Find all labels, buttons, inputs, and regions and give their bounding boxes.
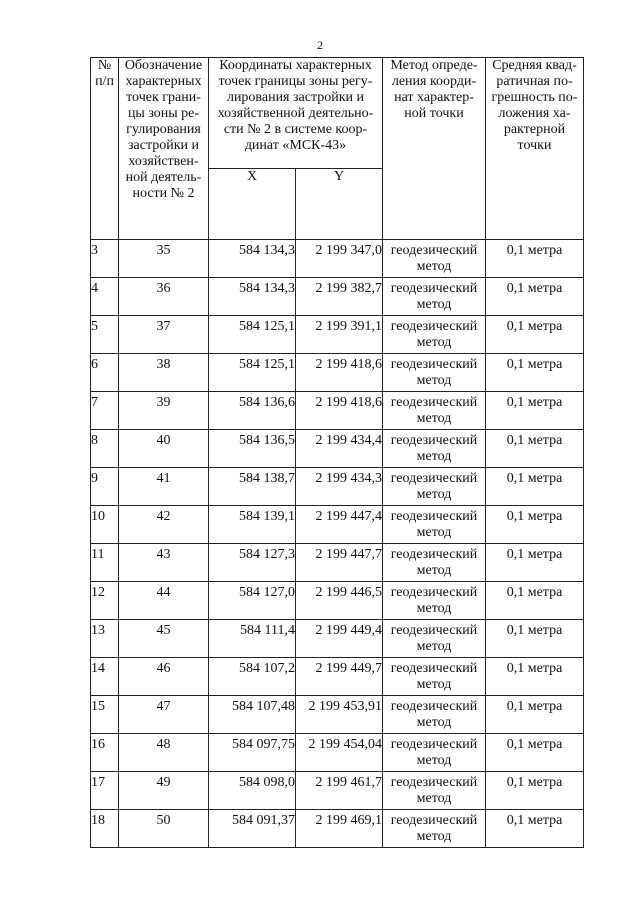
row-num-cell bbox=[91, 620, 119, 658]
x-coordinate-cell-text: 584 136,5 bbox=[239, 433, 295, 448]
table-row bbox=[91, 734, 584, 772]
method-cell-text: геодезический метод bbox=[390, 509, 478, 540]
method-cell-text: геодезический метод bbox=[390, 547, 478, 578]
row-num-cell-text: 3 bbox=[91, 243, 98, 258]
error-cell bbox=[486, 354, 584, 392]
table-row bbox=[91, 544, 584, 582]
point-id-cell bbox=[119, 658, 209, 696]
point-id-cell-text: 42 bbox=[156, 509, 171, 524]
y-coordinate-cell-text: 2 199 454,04 bbox=[308, 737, 382, 752]
method-cell bbox=[383, 772, 486, 810]
method-cell-text: геодезический метод bbox=[390, 395, 478, 426]
method-cell bbox=[383, 316, 486, 354]
y-coordinate-cell bbox=[296, 696, 383, 734]
error-cell bbox=[486, 810, 584, 848]
x-coordinate-cell bbox=[209, 544, 296, 582]
table-row bbox=[91, 354, 584, 392]
point-id-cell-text: 38 bbox=[156, 357, 171, 372]
method-cell-text: геодезический метод bbox=[390, 357, 478, 388]
page-number: 2 bbox=[317, 38, 323, 52]
error-cell bbox=[486, 734, 584, 772]
y-coordinate-cell-text: 2 199 461,7 bbox=[315, 775, 382, 790]
row-num-cell bbox=[91, 430, 119, 468]
row-num-cell bbox=[91, 240, 119, 278]
point-id-cell bbox=[119, 468, 209, 506]
row-num-cell bbox=[91, 696, 119, 734]
header-x: X bbox=[209, 169, 296, 240]
point-id-cell-text: 40 bbox=[156, 433, 171, 448]
row-num-cell bbox=[91, 316, 119, 354]
y-coordinate-cell-text: 2 199 469,1 bbox=[315, 813, 382, 828]
row-num-cell-text: 13 bbox=[91, 623, 105, 638]
x-coordinate-cell-text: 584 097,75 bbox=[232, 737, 295, 752]
point-id-cell-text: 48 bbox=[156, 737, 171, 752]
y-coordinate-cell bbox=[296, 506, 383, 544]
y-coordinate-cell bbox=[296, 278, 383, 316]
point-id-cell bbox=[119, 240, 209, 278]
y-coordinate-cell-text: 2 199 447,7 bbox=[315, 547, 382, 562]
table-row bbox=[91, 468, 584, 506]
y-coordinate-cell-text: 2 199 434,4 bbox=[315, 433, 382, 448]
method-cell bbox=[383, 278, 486, 316]
x-coordinate-cell-text: 584 125,1 bbox=[239, 319, 295, 334]
y-coordinate-cell bbox=[296, 316, 383, 354]
row-num-cell-text: 6 bbox=[91, 357, 98, 372]
point-id-cell bbox=[119, 392, 209, 430]
x-coordinate-cell bbox=[209, 506, 296, 544]
row-num-cell-text: 9 bbox=[91, 471, 98, 486]
error-cell-text: 0,1 метра bbox=[506, 509, 563, 524]
row-num-cell-text: 16 bbox=[91, 737, 105, 752]
point-id-cell-text: 47 bbox=[156, 699, 171, 714]
table-row bbox=[91, 430, 584, 468]
table-row bbox=[91, 240, 584, 278]
row-num-cell bbox=[91, 658, 119, 696]
error-cell bbox=[486, 392, 584, 430]
row-num-cell bbox=[91, 278, 119, 316]
row-num-cell bbox=[91, 506, 119, 544]
y-coordinate-cell bbox=[296, 430, 383, 468]
method-cell bbox=[383, 696, 486, 734]
y-coordinate-cell bbox=[296, 810, 383, 848]
x-coordinate-cell-text: 584 125,1 bbox=[239, 357, 295, 372]
point-id-cell-text: 46 bbox=[156, 661, 171, 676]
error-cell bbox=[486, 658, 584, 696]
table-row bbox=[91, 582, 584, 620]
table-header-row bbox=[91, 58, 584, 169]
row-num-cell-text: 8 bbox=[91, 433, 98, 448]
row-num-cell bbox=[91, 810, 119, 848]
y-coordinate-cell-text: 2 199 453,91 bbox=[308, 699, 382, 714]
y-coordinate-cell-text: 2 199 434,3 bbox=[315, 471, 382, 486]
y-coordinate-cell-text: 2 199 418,6 bbox=[315, 357, 382, 372]
x-coordinate-cell bbox=[209, 468, 296, 506]
row-num-cell bbox=[91, 354, 119, 392]
y-coordinate-cell bbox=[296, 658, 383, 696]
x-coordinate-cell bbox=[209, 582, 296, 620]
x-coordinate-cell-text: 584 127,0 bbox=[239, 585, 295, 600]
header-num: № п/п bbox=[91, 58, 119, 240]
error-cell-text: 0,1 метра bbox=[506, 737, 563, 752]
error-cell bbox=[486, 506, 584, 544]
x-coordinate-cell-text: 584 111,4 bbox=[240, 623, 295, 638]
point-id-cell bbox=[119, 354, 209, 392]
point-id-cell bbox=[119, 620, 209, 658]
y-coordinate-cell-text: 2 199 382,7 bbox=[315, 281, 382, 296]
row-num-cell-text: 10 bbox=[91, 509, 105, 524]
point-id-cell bbox=[119, 506, 209, 544]
row-num-cell bbox=[91, 392, 119, 430]
point-id-cell-text: 43 bbox=[156, 547, 171, 562]
method-cell bbox=[383, 468, 486, 506]
x-coordinate-cell-text: 584 107,2 bbox=[239, 661, 295, 676]
error-cell-text: 0,1 метра bbox=[506, 775, 563, 790]
row-num-cell bbox=[91, 544, 119, 582]
y-coordinate-cell bbox=[296, 734, 383, 772]
row-num-cell-text: 17 bbox=[91, 775, 105, 790]
method-cell bbox=[383, 620, 486, 658]
point-id-cell bbox=[119, 278, 209, 316]
x-coordinate-cell bbox=[209, 734, 296, 772]
row-num-cell-text: 7 bbox=[91, 395, 98, 410]
row-num-cell-text: 15 bbox=[91, 699, 105, 714]
table-row bbox=[91, 696, 584, 734]
method-cell bbox=[383, 734, 486, 772]
row-num-cell-text: 14 bbox=[91, 661, 105, 676]
error-cell-text: 0,1 метра bbox=[506, 243, 563, 258]
method-cell-text: геодезический метод bbox=[390, 737, 478, 768]
coordinates-table bbox=[90, 57, 584, 848]
method-cell bbox=[383, 392, 486, 430]
error-cell-text: 0,1 метра bbox=[506, 471, 563, 486]
y-coordinate-cell-text: 2 199 449,7 bbox=[315, 661, 382, 676]
x-coordinate-cell bbox=[209, 278, 296, 316]
method-cell-text: геодезический метод bbox=[390, 775, 478, 806]
x-coordinate-cell-text: 584 136,6 bbox=[239, 395, 295, 410]
row-num-cell-text: 11 bbox=[91, 547, 105, 562]
method-cell bbox=[383, 354, 486, 392]
y-coordinate-cell bbox=[296, 354, 383, 392]
point-id-cell bbox=[119, 810, 209, 848]
error-cell-text: 0,1 метра bbox=[506, 357, 563, 372]
y-coordinate-cell bbox=[296, 620, 383, 658]
row-num-cell-text: 5 bbox=[91, 319, 98, 334]
table-row bbox=[91, 278, 584, 316]
row-num-cell-text: 18 bbox=[91, 813, 105, 828]
error-cell bbox=[486, 430, 584, 468]
x-coordinate-cell bbox=[209, 240, 296, 278]
point-id-cell-text: 37 bbox=[156, 319, 171, 334]
point-id-cell-text: 36 bbox=[156, 281, 171, 296]
row-num-cell-text: 12 bbox=[91, 585, 105, 600]
x-coordinate-cell-text: 584 134,3 bbox=[239, 243, 295, 258]
table-row bbox=[91, 772, 584, 810]
header-method: Метод опреде- ления коорди- нат характер- ной точки bbox=[383, 58, 486, 240]
method-cell-text: геодезический метод bbox=[390, 699, 478, 730]
method-cell-text: геодезический метод bbox=[390, 281, 478, 312]
point-id-cell bbox=[119, 696, 209, 734]
error-cell bbox=[486, 696, 584, 734]
point-id-cell bbox=[119, 316, 209, 354]
x-coordinate-cell bbox=[209, 620, 296, 658]
method-cell-text: геодезический метод bbox=[390, 319, 478, 350]
x-coordinate-cell bbox=[209, 392, 296, 430]
y-coordinate-cell-text: 2 199 391,1 bbox=[315, 319, 382, 334]
error-cell bbox=[486, 278, 584, 316]
error-cell-text: 0,1 метра bbox=[506, 395, 563, 410]
method-cell bbox=[383, 506, 486, 544]
point-id-cell-text: 50 bbox=[156, 813, 171, 828]
method-cell bbox=[383, 544, 486, 582]
method-cell bbox=[383, 240, 486, 278]
x-coordinate-cell bbox=[209, 772, 296, 810]
y-coordinate-cell bbox=[296, 544, 383, 582]
error-cell-text: 0,1 метра bbox=[506, 547, 563, 562]
method-cell bbox=[383, 658, 486, 696]
point-id-cell bbox=[119, 544, 209, 582]
error-cell bbox=[486, 544, 584, 582]
header-point: Обозначение характерных точек грани- цы зоны ре- гулирования застройки и хозяйствен- ной деятель- ности № 2 bbox=[119, 58, 209, 240]
x-coordinate-cell-text: 584 091,37 bbox=[232, 813, 295, 828]
point-id-cell-text: 35 bbox=[156, 243, 171, 258]
row-num-cell-text: 4 bbox=[91, 281, 98, 296]
y-coordinate-cell-text: 2 199 449,4 bbox=[315, 623, 382, 638]
table-row bbox=[91, 316, 584, 354]
header-error: Средняя квад- ратичная по- грешность по- ложения ха- рактерной точки bbox=[486, 58, 584, 240]
error-cell-text: 0,1 метра bbox=[506, 623, 563, 638]
x-coordinate-cell bbox=[209, 430, 296, 468]
error-cell-text: 0,1 метра bbox=[506, 281, 563, 296]
point-id-cell-text: 39 bbox=[156, 395, 171, 410]
row-num-cell bbox=[91, 468, 119, 506]
error-cell-text: 0,1 метра bbox=[506, 661, 563, 676]
x-coordinate-cell-text: 584 139,1 bbox=[239, 509, 295, 524]
x-coordinate-cell bbox=[209, 810, 296, 848]
row-num-cell bbox=[91, 734, 119, 772]
error-cell-text: 0,1 метра bbox=[506, 585, 563, 600]
point-id-cell bbox=[119, 430, 209, 468]
error-cell bbox=[486, 582, 584, 620]
table-row bbox=[91, 658, 584, 696]
point-id-cell-text: 44 bbox=[156, 585, 171, 600]
point-id-cell bbox=[119, 772, 209, 810]
method-cell bbox=[383, 810, 486, 848]
y-coordinate-cell-text: 2 199 447,4 bbox=[315, 509, 382, 524]
error-cell bbox=[486, 620, 584, 658]
table-row bbox=[91, 620, 584, 658]
y-coordinate-cell-text: 2 199 418,6 bbox=[315, 395, 382, 410]
x-coordinate-cell-text: 584 098,0 bbox=[239, 775, 295, 790]
x-coordinate-cell-text: 584 138,7 bbox=[239, 471, 295, 486]
row-num-cell bbox=[91, 582, 119, 620]
point-id-cell-text: 45 bbox=[156, 623, 171, 638]
table-row bbox=[91, 810, 584, 848]
error-cell bbox=[486, 240, 584, 278]
point-id-cell bbox=[119, 734, 209, 772]
y-coordinate-cell bbox=[296, 240, 383, 278]
method-cell bbox=[383, 430, 486, 468]
error-cell-text: 0,1 метра bbox=[506, 699, 563, 714]
error-cell bbox=[486, 772, 584, 810]
method-cell-text: геодезический метод bbox=[390, 661, 478, 692]
method-cell-text: геодезический метод bbox=[390, 433, 478, 464]
method-cell-text: геодезический метод bbox=[390, 585, 478, 616]
error-cell bbox=[486, 468, 584, 506]
x-coordinate-cell bbox=[209, 354, 296, 392]
row-num-cell bbox=[91, 772, 119, 810]
method-cell-text: геодезический метод bbox=[390, 471, 478, 502]
method-cell-text: геодезический метод bbox=[390, 813, 478, 844]
error-cell-text: 0,1 метра bbox=[506, 433, 563, 448]
y-coordinate-cell bbox=[296, 392, 383, 430]
header-y: Y bbox=[296, 169, 383, 240]
method-cell-text: геодезический метод bbox=[390, 243, 478, 274]
table-row bbox=[91, 392, 584, 430]
header-coordinates: Координаты характерных точек границы зоны регу- лирования застройки и хозяйственной деятельно- сти № 2 в системе коор- динат «МСК-43» bbox=[209, 58, 383, 169]
x-coordinate-cell bbox=[209, 696, 296, 734]
x-coordinate-cell bbox=[209, 316, 296, 354]
x-coordinate-cell-text: 584 127,3 bbox=[239, 547, 295, 562]
y-coordinate-cell bbox=[296, 468, 383, 506]
y-coordinate-cell-text: 2 199 347,0 bbox=[315, 243, 382, 258]
x-coordinate-cell bbox=[209, 658, 296, 696]
y-coordinate-cell-text: 2 199 446,5 bbox=[315, 585, 382, 600]
y-coordinate-cell bbox=[296, 582, 383, 620]
point-id-cell-text: 49 bbox=[156, 775, 171, 790]
method-cell-text: геодезический метод bbox=[390, 623, 478, 654]
error-cell-text: 0,1 метра bbox=[506, 813, 563, 828]
y-coordinate-cell bbox=[296, 772, 383, 810]
table-body bbox=[91, 240, 584, 848]
x-coordinate-cell-text: 584 134,3 bbox=[239, 281, 295, 296]
error-cell-text: 0,1 метра bbox=[506, 319, 563, 334]
x-coordinate-cell-text: 584 107,48 bbox=[232, 699, 295, 714]
method-cell bbox=[383, 582, 486, 620]
error-cell bbox=[486, 316, 584, 354]
table-row bbox=[91, 506, 584, 544]
point-id-cell bbox=[119, 582, 209, 620]
point-id-cell-text: 41 bbox=[156, 471, 171, 486]
